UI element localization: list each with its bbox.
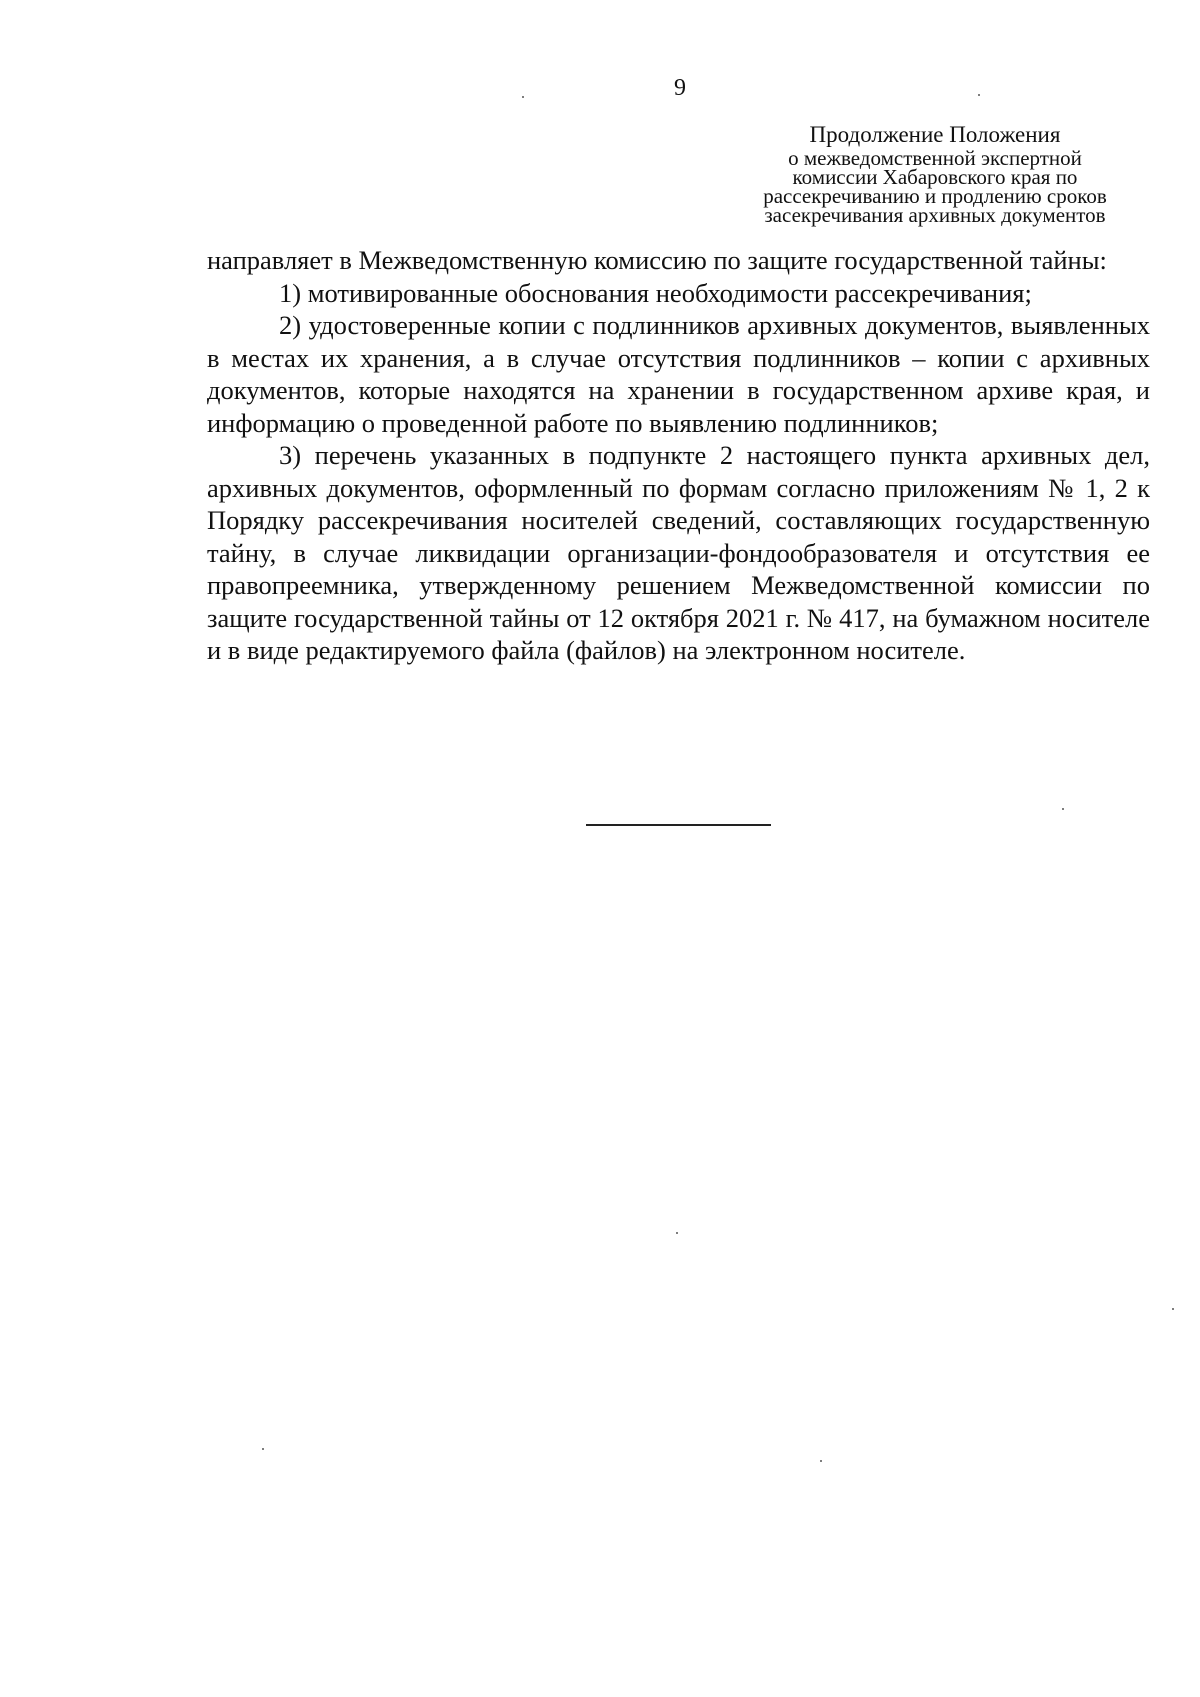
header-line: комиссии Хабаровского края по <box>792 165 1078 189</box>
list-item-1: 1) мотивированные обоснования необходимости рассекречивания; <box>279 277 1032 308</box>
list-item-2: 2) удостоверенные копии с подлинников архивных документов, выявленных в местах их хранения, а в случае отсутствия подлинников – копии с архивных документов, которые находятся на хранении в государственном архиве края, и информацию о проведенной работе по выявлению подлинников; <box>207 310 1150 438</box>
scan-speck <box>262 1448 264 1450</box>
page-number: 9 <box>674 75 686 101</box>
scan-speck <box>676 1232 678 1234</box>
scan-speck <box>1062 808 1064 810</box>
scan-speck <box>978 94 980 96</box>
header-line: о межведомственной экспертной <box>788 146 1082 170</box>
list-item-3: 3) перечень указанных в подпункте 2 настоящего пункта архивных дел, архивных документов, оформленный по формам согласно приложениям № 1, 2 к Порядку рассекречивания носителей сведений, составляющих государственную тайну, в случае ликвидации организации-фондообразователя и отсутствия ее правопреемника, утвержденному решением Межведомственной комиссии по защите государственной тайны от 12 октября 2021 г. № 417, на бумажном носителе и в виде редактируемого файла (файлов) на электронном носителе. <box>207 440 1150 665</box>
document-header <box>730 121 1140 225</box>
scan-speck <box>1172 1308 1174 1310</box>
scan-speck <box>522 96 524 98</box>
end-of-text-divider <box>586 824 771 826</box>
header-title: Продолжение Положения <box>809 122 1061 147</box>
paragraph-continuation: направляет в Межведомственную комиссию по защите государственной тайны: <box>207 245 1107 275</box>
header-line: рассекречиванию и продлению сроков <box>763 184 1107 208</box>
header-line: засекречивания архивных документов <box>764 203 1106 227</box>
scan-speck <box>820 1460 822 1462</box>
body-text <box>207 244 1150 667</box>
